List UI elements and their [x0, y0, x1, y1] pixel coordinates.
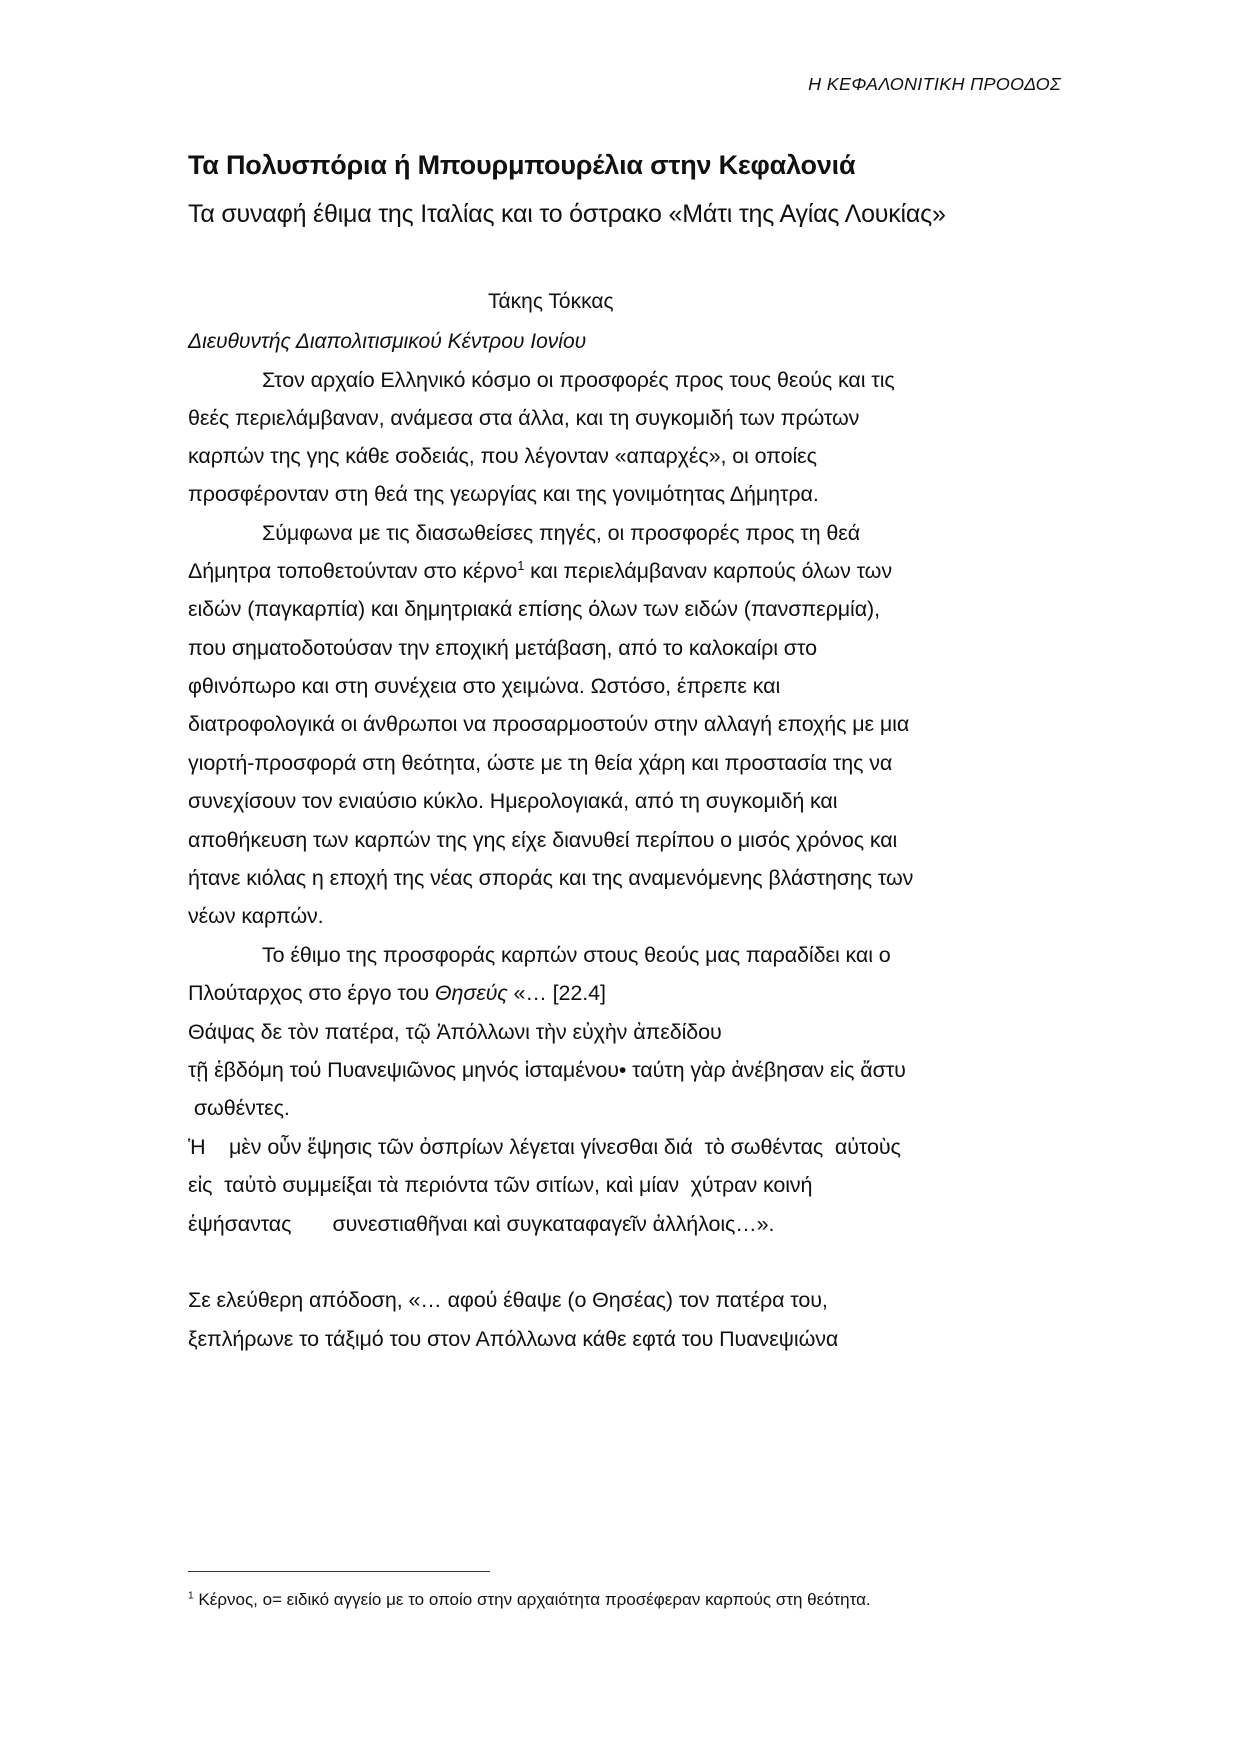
body-line: ειδών (παγκαρπία) και δημητριακά επίσης όλων των ειδών (πανσπερμία), — [188, 597, 880, 621]
body-line: Το έθιμο της προσφοράς καρπών στους θεούς μας παραδίδει και ο — [262, 943, 891, 967]
author-affiliation: Διευθυντής Διαπολιτισμικού Κέντρου Ιονίου — [188, 330, 587, 353]
body-text: Δήμητρα τοποθετούνταν στο κέρνο — [188, 559, 518, 583]
quote-line: εἰς ταὐτὸ συμμείξαι τὰ περιόντα τῶν σιτίων, καὶ μίαν χύτραν κοινή — [188, 1173, 813, 1197]
body-text: και περιελάμβαναν καρπούς όλων των — [524, 559, 893, 583]
body-line: Στον αρχαίο Ελληνικό κόσμο οι προσφορές προς τους θεούς και τις — [262, 368, 895, 392]
body-line: διατροφολογικά οι άνθρωποι να προσαρμοστούν στην αλλαγή εποχής με μια — [188, 712, 910, 736]
author-name: Τάκης Τόκκας — [488, 290, 614, 313]
body-line: συνεχίσουν τον ενιαύσιο κύκλο. Ημερολογιακά, από τη συγκομιδή και — [188, 789, 838, 813]
footnote-reference[interactable]: 1 — [517, 557, 525, 573]
quote-line: τῇ ἑβδόμη τού Πυανεψιῶνος μηνός ἱσταμένου• ταύτη γὰρ ἀνέβησαν εἰς ἄστυ — [188, 1058, 906, 1082]
body-line: Σύμφωνα με τις διασωθείσες πηγές, οι προσφορές προς τη θεά — [262, 521, 861, 545]
footnote-marker: 1 — [188, 1590, 194, 1602]
body-text: Πλούταρχος στο έργο του — [188, 981, 435, 1005]
body-line: φθινόπωρο και στη συνέχεια στο χειμώνα. Ωστόσο, έπρεπε και — [188, 674, 781, 698]
body-line: αποθήκευση των καρπών της γης είχε διανυθεί περίπου ο μισός χρόνος και — [188, 828, 898, 852]
quote-line: ἑψήσαντας συνεστιαθῆναι καὶ συγκαταφαγεῖν ἀλλήλοις…». — [188, 1212, 775, 1236]
running-header: Η ΚΕΦΑΛΟΝΙΤΙΚΗ ΠΡΟΟΔΟΣ — [808, 74, 1061, 94]
body-text: «… [22.4] — [507, 981, 606, 1005]
body-line: προσφέρονταν στη θεά της γεωργίας και της γονιμότητας Δήμητρα. — [188, 482, 819, 506]
body-line: καρπών της γης κάθε σοδειάς, που λέγονταν «απαρχές», οι οποίες — [188, 444, 817, 468]
body-line: που σηματοδοτούσαν την εποχική μετάβαση, από το καλοκαίρι στο — [188, 636, 817, 660]
footnote — [188, 1590, 871, 1610]
body-line: νέων καρπών. — [188, 904, 324, 928]
article-title: Τα Πολυσπόρια ή Μπουρμπουρέλια στην Κεφαλονιά — [188, 150, 856, 180]
body-line: ήτανε κιόλας η εποχή της νέας σποράς και της αναμενόμενης βλάστησης των — [188, 866, 914, 890]
footnote-separator — [188, 1571, 490, 1572]
body-line: ξεπλήρωνε το τάξιμό του στον Απόλλωνα κάθε εφτά του Πυανεψιώνα — [188, 1327, 839, 1351]
footnote-text: Κέρνος, ο= ειδικό αγγείο με το οποίο στην αρχαιότητα προσέφεραν καρπούς στη θεότητα. — [193, 1590, 871, 1609]
body-line: Σε ελεύθερη απόδοση, «… αφού έθαψε (ο Θησέας) τον πατέρα του, — [188, 1288, 828, 1312]
body-line: γιορτή-προσφορά στη θεότητα, ώστε με τη θεία χάρη και προστασία της να — [188, 751, 893, 775]
body-line — [188, 981, 606, 1006]
body-line: θεές περιελάμβαναν, ανάμεσα στα άλλα, και τη συγκομιδή των πρώτων — [188, 406, 860, 430]
body-line — [188, 559, 892, 584]
quote-line: σωθέντες. — [188, 1096, 290, 1120]
work-title: Θησεύς — [434, 981, 508, 1005]
quote-line: Θάψας δε τὸν πατέρα, τῷ Ἀπόλλωνι τὴν εὐχὴν ἀπεδίδου — [188, 1020, 722, 1044]
article-subtitle: Τα συναφή έθιμα της Ιταλίας και το όστρακο «Μάτι της Αγίας Λουκίας» — [188, 200, 946, 228]
quote-line: Ἡ μὲν οὖν ἕψησις τῶν ὀσπρίων λέγεται γίνεσθαι διά τὸ σωθέντας αὐτοὺς — [188, 1135, 901, 1159]
